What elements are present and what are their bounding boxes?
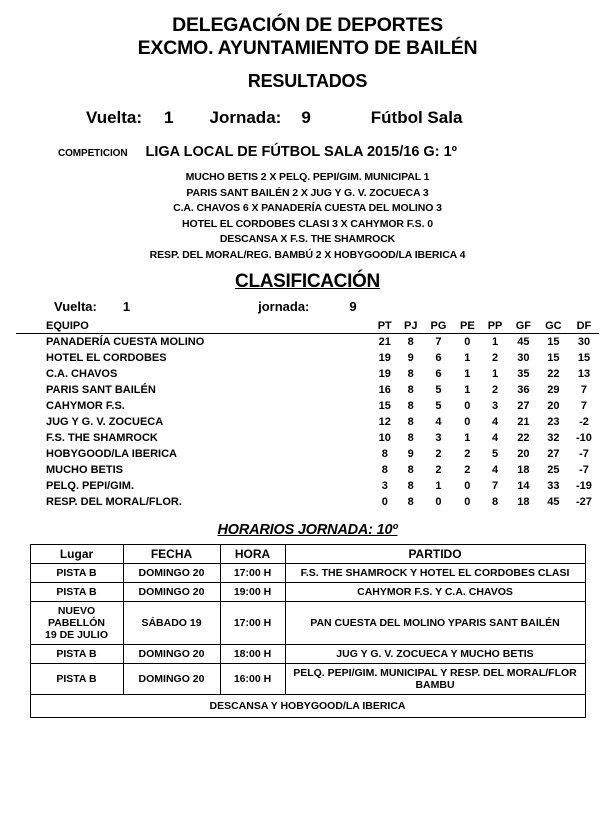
col-pt: PT bbox=[377, 320, 392, 332]
col-pp: PP bbox=[487, 320, 503, 332]
table-row bbox=[16, 366, 599, 382]
team-gf: 18 bbox=[517, 464, 530, 476]
team-name: JUG Y G. V. ZOCUECA bbox=[46, 416, 164, 428]
table-row bbox=[16, 350, 599, 366]
team-pt: 19 bbox=[378, 352, 391, 364]
team-pe: 0 bbox=[464, 400, 471, 412]
team-pp: 4 bbox=[492, 416, 499, 428]
schedule-table bbox=[30, 544, 586, 718]
team-gc: 25 bbox=[547, 464, 560, 476]
team-gf: 27 bbox=[517, 400, 530, 412]
team-name: PARIS SANT BAILÉN bbox=[46, 384, 156, 396]
team-pj: 8 bbox=[407, 416, 414, 428]
schedule-title: HORARIOS JORNADA: 10º bbox=[217, 522, 398, 538]
team-gc: 23 bbox=[547, 416, 560, 428]
schedule-fecha: DOMINGO 20 bbox=[123, 564, 220, 583]
table-row bbox=[16, 398, 599, 414]
col-fecha: FECHA bbox=[123, 545, 220, 564]
team-gf: 22 bbox=[517, 432, 530, 444]
result-item: MUCHO BETIS 2 X PELQ. PEPI/GIM. MUNICIPAL 1 bbox=[185, 171, 430, 183]
team-pp: 1 bbox=[492, 336, 499, 348]
team-pg: 1 bbox=[435, 480, 442, 492]
team-gc: 29 bbox=[547, 384, 560, 396]
table-row bbox=[30, 564, 585, 583]
col-gc: GC bbox=[545, 320, 562, 332]
team-pg: 4 bbox=[435, 416, 442, 428]
standings-jornada-label: jornada: bbox=[258, 299, 310, 314]
col-pj: PJ bbox=[404, 320, 418, 332]
schedule-partido: PAN CUESTA DEL MOLINO YPARIS SANT BAILÉN bbox=[285, 602, 585, 645]
team-pp: 8 bbox=[492, 496, 499, 508]
table-row bbox=[16, 462, 599, 478]
standings-jornada-value: 9 bbox=[349, 299, 357, 314]
team-gc: 22 bbox=[547, 368, 560, 380]
team-pe: 0 bbox=[464, 480, 471, 492]
schedule-fecha: DOMINGO 20 bbox=[123, 645, 220, 664]
team-pj: 9 bbox=[407, 352, 414, 364]
col-hora: HORA bbox=[220, 545, 285, 564]
round-matchday-row bbox=[16, 108, 599, 128]
team-gf: 18 bbox=[517, 496, 530, 508]
col-pe: PE bbox=[460, 320, 475, 332]
team-gc: 15 bbox=[547, 336, 560, 348]
team-pp: 2 bbox=[492, 384, 499, 396]
competition-label: COMPETICION bbox=[58, 148, 128, 159]
table-row bbox=[30, 583, 585, 602]
table-row bbox=[16, 478, 599, 494]
team-pj: 8 bbox=[407, 496, 414, 508]
col-pg: PG bbox=[430, 320, 447, 332]
team-gf: 30 bbox=[517, 352, 530, 364]
sport-label: Fútbol Sala bbox=[370, 108, 463, 127]
schedule-lugar-line2: 19 DE JULIO bbox=[44, 629, 109, 641]
schedule-lugar: PISTA B bbox=[30, 664, 123, 695]
team-pg: 3 bbox=[435, 432, 442, 444]
team-gc: 27 bbox=[547, 448, 560, 460]
schedule-lugar: PISTA B bbox=[30, 645, 123, 664]
schedule-fecha: DOMINGO 20 bbox=[123, 664, 220, 695]
team-name: RESP. DEL MORAL/FLOR. bbox=[46, 496, 182, 508]
team-pe: 1 bbox=[464, 432, 471, 444]
team-gf: 21 bbox=[517, 416, 530, 428]
result-item: DESCANSA X F.S. THE SHAMROCK bbox=[219, 233, 396, 245]
team-df: -2 bbox=[579, 416, 589, 428]
team-pj: 8 bbox=[407, 432, 414, 444]
team-pg: 5 bbox=[435, 400, 442, 412]
team-pp: 4 bbox=[492, 432, 499, 444]
col-equipo: EQUIPO bbox=[46, 320, 89, 332]
schedule-rest-note: DESCANSA Y HOBYGOOD/LA IBERICA bbox=[30, 695, 585, 718]
team-pp: 5 bbox=[492, 448, 499, 460]
vuelta-value: 1 bbox=[164, 108, 174, 127]
team-gc: 15 bbox=[547, 352, 560, 364]
schedule-hora: 16:00 H bbox=[220, 664, 285, 695]
schedule-lugar: PISTA B bbox=[30, 583, 123, 602]
team-name: HOBYGOOD/LA IBERICA bbox=[46, 448, 177, 460]
col-gf: GF bbox=[515, 320, 531, 332]
team-pt: 16 bbox=[378, 384, 391, 396]
team-gf: 36 bbox=[517, 384, 530, 396]
results-list bbox=[16, 170, 599, 263]
team-pe: 2 bbox=[464, 448, 471, 460]
team-gf: 45 bbox=[517, 336, 530, 348]
schedule-lugar-line1: NUEVO PABELLÓN bbox=[48, 605, 105, 629]
team-pj: 8 bbox=[407, 400, 414, 412]
team-pp: 7 bbox=[492, 480, 499, 492]
team-pp: 1 bbox=[492, 368, 499, 380]
team-name: PELQ. PEPI/GIM. bbox=[46, 480, 135, 492]
table-row bbox=[30, 602, 585, 645]
team-df: -19 bbox=[576, 480, 592, 492]
team-df: -27 bbox=[576, 496, 592, 508]
team-pt: 21 bbox=[378, 336, 391, 348]
standings-header-row bbox=[16, 320, 599, 334]
team-pj: 8 bbox=[407, 384, 414, 396]
schedule-partido: CAHYMOR F.S. Y C.A. CHAVOS bbox=[285, 583, 585, 602]
col-df: DF bbox=[576, 320, 592, 332]
standings-title: CLASIFICACIÓN bbox=[235, 271, 380, 292]
city-council-title: EXCMO. AYUNTAMIENTO DE BAILÉN bbox=[137, 37, 478, 59]
table-row bbox=[16, 414, 599, 430]
table-row bbox=[16, 334, 599, 351]
standings-meta-row bbox=[16, 299, 599, 314]
result-item: C.A. CHAVOS 6 X PANADERÍA CUESTA DEL MOLINO 3 bbox=[173, 202, 442, 214]
result-item: HOTEL EL CORDOBES CLASI 3 X CAHYMOR F.S. 0 bbox=[182, 217, 433, 230]
col-lugar: Lugar bbox=[30, 545, 123, 564]
team-name: F.S. THE SHAMROCK bbox=[46, 432, 158, 444]
team-df: -7 bbox=[579, 448, 589, 460]
team-pe: 0 bbox=[464, 336, 471, 348]
schedule-fecha: SÁBADO 19 bbox=[123, 602, 220, 645]
competition-row bbox=[16, 144, 599, 160]
result-item: RESP. DEL MORAL/REG. BAMBÚ 2 X HOBYGOOD/LA IBERICA 4 bbox=[149, 248, 466, 261]
schedule-partido: F.S. THE SHAMROCK Y HOTEL EL CORDOBES CLASI bbox=[285, 564, 585, 583]
result-item: PARIS SANT BAILÉN 2 X JUG Y G. V. ZOCUECA 3 bbox=[186, 186, 429, 199]
jornada-label: Jornada: bbox=[209, 108, 282, 127]
team-pg: 6 bbox=[435, 368, 442, 380]
team-pt: 19 bbox=[378, 368, 391, 380]
schedule-header-row bbox=[30, 545, 585, 564]
team-pe: 1 bbox=[464, 368, 471, 380]
team-pg: 0 bbox=[435, 496, 442, 508]
team-pg: 7 bbox=[435, 336, 442, 348]
schedule-footer-row bbox=[30, 695, 585, 718]
team-pj: 8 bbox=[407, 480, 414, 492]
team-pt: 0 bbox=[381, 496, 388, 508]
competition-value: LIGA LOCAL DE FÚTBOL SALA 2015/16 G: 1º bbox=[145, 144, 457, 160]
team-pp: 3 bbox=[492, 400, 499, 412]
team-pj: 9 bbox=[407, 448, 414, 460]
jornada-value: 9 bbox=[301, 108, 311, 127]
schedule-fecha: DOMINGO 20 bbox=[123, 583, 220, 602]
team-df: -10 bbox=[576, 432, 592, 444]
table-row bbox=[30, 664, 585, 695]
table-row bbox=[16, 430, 599, 446]
team-pe: 1 bbox=[464, 352, 471, 364]
team-pe: 0 bbox=[464, 496, 471, 508]
team-pj: 8 bbox=[407, 368, 414, 380]
col-partido: PARTIDO bbox=[285, 545, 585, 564]
schedule-lugar: PISTA B bbox=[30, 564, 123, 583]
team-pj: 8 bbox=[407, 336, 414, 348]
team-pt: 12 bbox=[378, 416, 391, 428]
team-pt: 15 bbox=[378, 400, 391, 412]
team-pp: 4 bbox=[492, 464, 499, 476]
schedule-hora: 18:00 H bbox=[220, 645, 285, 664]
schedule-lugar bbox=[30, 602, 123, 645]
team-df: 30 bbox=[577, 336, 591, 348]
team-gf: 35 bbox=[517, 368, 530, 380]
team-gc: 45 bbox=[547, 496, 560, 508]
team-pj: 8 bbox=[407, 464, 414, 476]
team-pe: 2 bbox=[464, 464, 471, 476]
team-pg: 6 bbox=[435, 352, 442, 364]
team-pp: 2 bbox=[492, 352, 499, 364]
results-title: RESULTADOS bbox=[247, 71, 368, 91]
standings-vuelta-label: Vuelta: bbox=[54, 299, 97, 314]
team-pg: 2 bbox=[435, 448, 442, 460]
team-name: C.A. CHAVOS bbox=[46, 368, 118, 380]
team-gc: 32 bbox=[547, 432, 560, 444]
team-gf: 14 bbox=[517, 480, 530, 492]
team-gc: 20 bbox=[547, 400, 560, 412]
team-name: PANADERÍA CUESTA MOLINO bbox=[46, 336, 205, 348]
table-row bbox=[16, 446, 599, 462]
schedule-hora: 17:00 H bbox=[220, 564, 285, 583]
team-pt: 3 bbox=[381, 480, 388, 492]
vuelta-label: Vuelta: bbox=[86, 108, 143, 127]
team-pg: 2 bbox=[435, 464, 442, 476]
team-pe: 1 bbox=[464, 384, 471, 396]
team-gf: 20 bbox=[517, 448, 530, 460]
team-name: MUCHO BETIS bbox=[46, 464, 123, 476]
schedule-hora: 17:00 H bbox=[220, 602, 285, 645]
team-pg: 5 bbox=[435, 384, 442, 396]
team-pt: 8 bbox=[381, 464, 388, 476]
team-df: 7 bbox=[580, 384, 588, 396]
team-name: HOTEL EL CORDOBES bbox=[46, 352, 167, 364]
standings-table bbox=[16, 320, 599, 510]
schedule-partido: JUG Y G. V. ZOCUECA Y MUCHO BETIS bbox=[285, 645, 585, 664]
table-row bbox=[30, 645, 585, 664]
team-df: 15 bbox=[577, 352, 591, 364]
team-pt: 10 bbox=[378, 432, 391, 444]
team-pe: 0 bbox=[464, 416, 471, 428]
table-row bbox=[16, 494, 599, 510]
standings-vuelta-value: 1 bbox=[122, 299, 131, 314]
team-df: 13 bbox=[577, 368, 591, 380]
team-df: -7 bbox=[579, 464, 589, 476]
team-name: CAHYMOR F.S. bbox=[46, 400, 125, 412]
table-row bbox=[16, 382, 599, 398]
team-pt: 8 bbox=[381, 448, 388, 460]
team-gc: 33 bbox=[547, 480, 560, 492]
team-df: 7 bbox=[580, 400, 588, 412]
delegation-title: DELEGACIÓN DE DEPORTES bbox=[172, 14, 443, 36]
schedule-partido: PELQ. PEPI/GIM. MUNICIPAL Y RESP. DEL MORAL/FLOR BAMBU bbox=[285, 664, 585, 695]
schedule-hora: 19:00 H bbox=[220, 583, 285, 602]
